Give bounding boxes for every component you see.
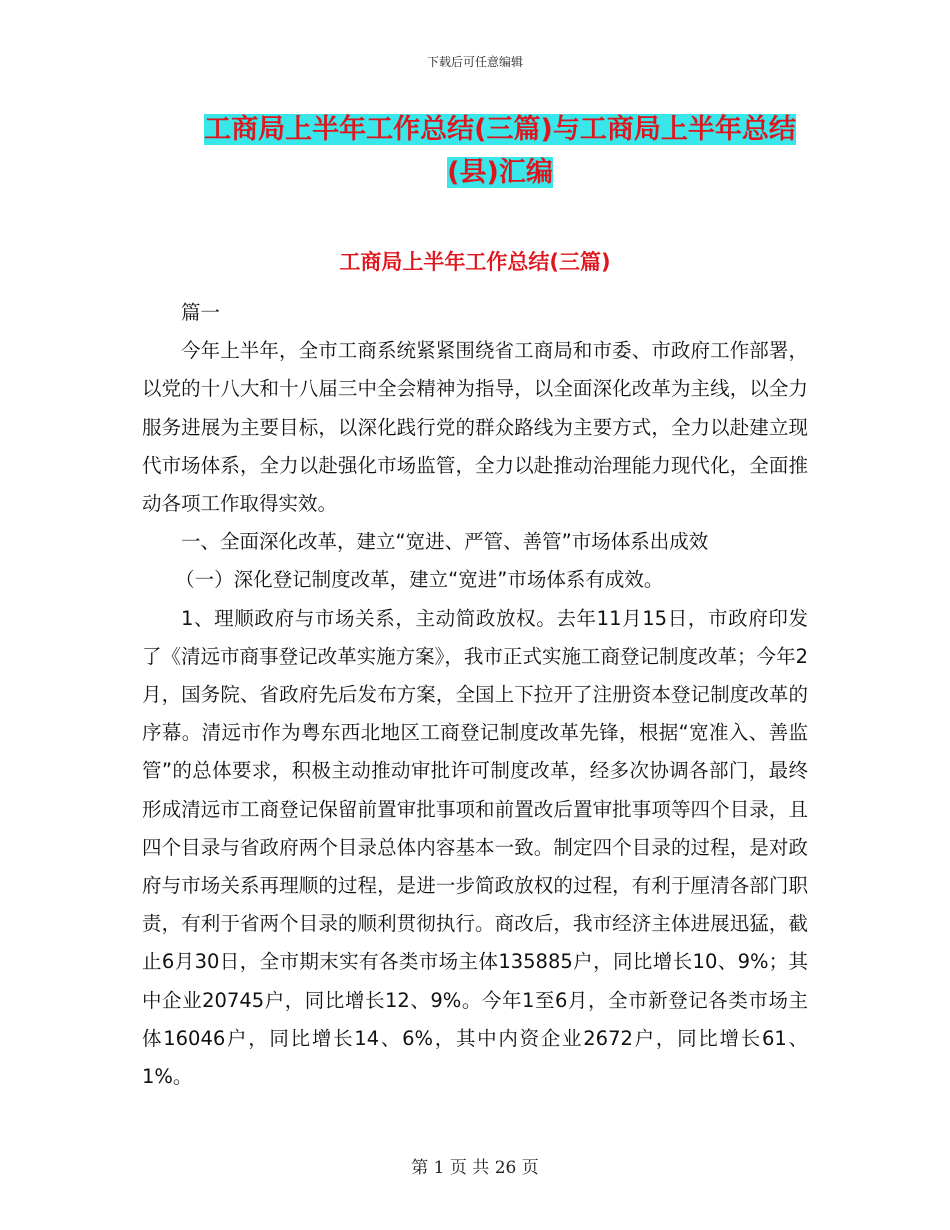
document-body (142, 294, 808, 1096)
document-title-line2: (县)汇编 (447, 157, 553, 188)
section-title: 工商局上半年工作总结(三篇) (339, 250, 611, 274)
header-note: 下载后可任意编辑 (426, 55, 523, 69)
heading-level1: 一、全面深化改革，建立“宽进、严管、善管”市场体系出成效 (181, 530, 709, 554)
document-title-line1: 工商局上半年工作总结(三篇)与工商局上半年总结 (204, 114, 796, 145)
paragraph-part-label: 篇一 (181, 301, 221, 324)
paragraph-intro: 今年上半年，全市工商系统紧紧围绕省工商局和市委、市政府工作部署，以党的十八大和十八届三中全会精神为指导，以全面深化改革为主线，以全力服务进展为主要目标，以深化践行党的群众路线为主要方式，全力以赴建立现代市场体系，全力以赴强化市场监管，全力以赴推动治理能力现代化，全面推动各项工作取得实效。 (142, 339, 808, 516)
document-title (180, 108, 820, 194)
page-footer: 第 1 页 共 26 页 (411, 1158, 539, 1178)
heading-level2: （一）深化登记制度改革，建立“宽进”市场体系有成效。 (175, 568, 664, 592)
paragraph-item-1: 1、理顺政府与市场关系，主动简政放权。去年11月15日，市政府印发了《清远市商事登记改革实施方案》，我市正式实施工商登记制度改革；今年2月，国务院、省政府先后发布方案，全国上下拉开了注册资本登记制度改革的序幕。清远市作为粤东西北地区工商登记制度改革先锋，根据“宽准入、善监管”的总体要求，积极主动推动审批许可制度改革，经多次协调各部门，最终形成清远市工商登记保留前置审批事项和前置改后置审批事项等四个目录，且四个目录与省政府两个目录总体内容基本一致。制定四个目录的过程，是对政府与市场关系再理顺的过程，是进一步简政放权的过程，有利于厘清各部门职责，有利于省两个目录的顺利贯彻执行。商改后，我市经济主体进展迅猛，截止6月30日，全市期末实有各类市场主体135885户，同比增长10、9%；其中企业20745户，同比增长12、9%。今年1至6月，全市新登记各类市场主体16046户，同比增长14、6%，其中内资企业2672户，同比增长61、1%。 (142, 606, 808, 1089)
